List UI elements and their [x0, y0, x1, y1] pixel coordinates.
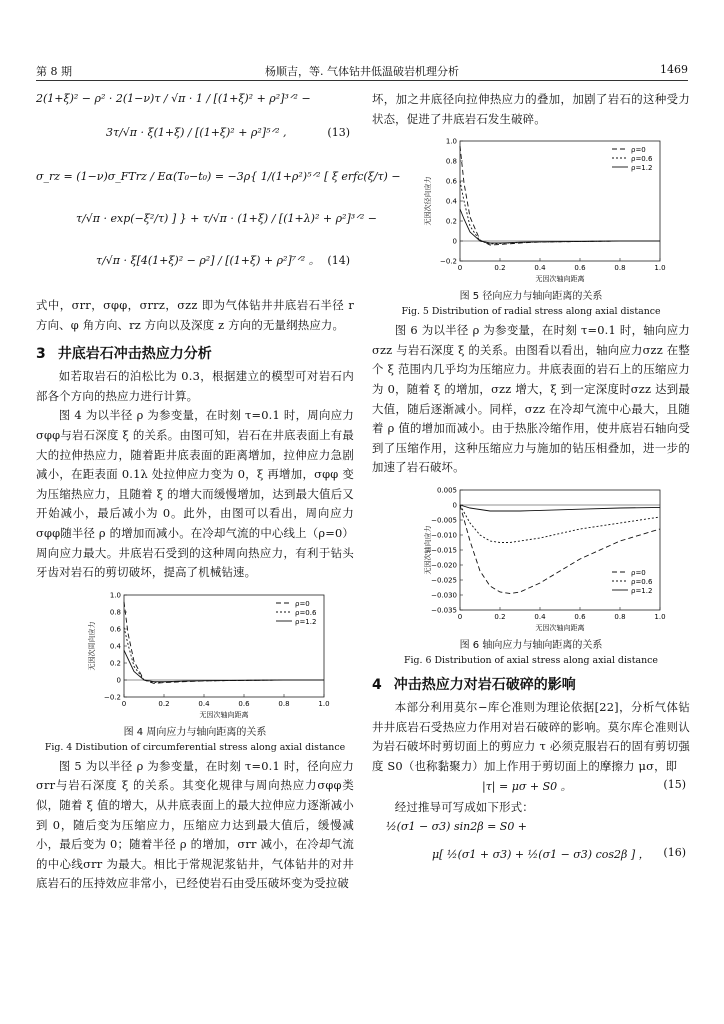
y-tick-label: 0.005 [436, 486, 457, 495]
x-tick-label: 0 [457, 264, 463, 273]
y-axis-label: 无因次周向应力 [88, 621, 96, 671]
series-line-2 [460, 209, 660, 243]
y-tick-label: −0.025 [431, 576, 457, 585]
paragraph-symbol-definitions: 式中，σrr，σφφ，σrrz，σzz 即为气体钻井井底岩石半径 r 方向、φ 角方向、rz 方向以及深度 z 方向的无量纲热应力。 [36, 298, 354, 332]
x-axis-label: 无因次轴向距离 [199, 710, 249, 719]
y-tick-label: 0 [452, 237, 457, 246]
series-line-0 [124, 599, 324, 684]
x-tick-label: 0.4 [534, 264, 546, 273]
formula-13-line-2: 3τ/√π · ξ(1+ξ) / [(1+ξ)² + ρ²]⁵ᐟ² , [106, 126, 287, 139]
paragraph-fig4-analysis: 图 4 为以半径 ρ 为参变量，在时刻 τ=0.1 时，周向应力σφφ与岩石深度 ξ 的关系。由图可知，岩石在井底表面上有最大的拉伸热应力，随着距井底表面的距离增加，拉伸应力急剧减小，在距表面 0.1λ 处拉伸应力变为 0，ξ 再增加，σφφ 变为压缩热应力，且随着 ξ 的增大而缓慢增加，达到最大值后又开始减小，最后减小为 0。此外，由图可以看出，周向应力σφφ随半径 ρ 的增加而减小。在冷却气流的中心线上（ρ=0）周向应力最大。井底岩石受到的这种周向热应力，有利于钻头牙齿对岩石的剪切破坏，提高了机械钻速。 [36, 408, 354, 580]
paragraph-mohr-coulomb: 本部分利用莫尔−库仑准则为理论依据[22]，分析气体钻井井底岩石受热应力作用对岩石破碎的影响。莫尔库仑准则认为岩石破坏时剪切面上的剪应力 τ 必须克服岩石的固有剪切强度 S0（也称黏聚力）加上作用于剪切面上的摩擦力 μσ，即 [372, 699, 690, 773]
y-tick-label: −0.020 [431, 561, 457, 570]
section-4-title: 冲击热应力对岩石破碎的影响 [393, 676, 576, 693]
figure-5 [372, 135, 690, 317]
eq-number-14: (14) [327, 254, 350, 267]
x-tick-label: 0.6 [238, 699, 250, 708]
x-tick-label: 0.8 [614, 612, 626, 621]
section-3-heading [36, 343, 354, 363]
x-axis-label: 无因次轴向距离 [535, 623, 585, 632]
y-tick-label: −0.030 [431, 591, 457, 600]
y-tick-label: −0.035 [431, 606, 457, 615]
equation-16-line-2 [372, 842, 690, 868]
x-tick-label: 0.2 [494, 264, 506, 273]
equation-15-expr: |τ| = μσ + S0 。 [482, 780, 572, 794]
y-tick-label: 0.8 [445, 157, 457, 166]
y-tick-label: 0.8 [109, 608, 121, 617]
y-tick-label: 1.0 [109, 591, 121, 600]
y-tick-label: −0.015 [431, 546, 457, 555]
x-tick-label: 1.0 [654, 264, 666, 273]
legend-label-1: ρ=0.6 [295, 608, 317, 617]
paragraph-fig6-analysis: 图 6 为以半径 ρ 为参变量，在时刻 τ=0.1 时，轴向应力σzz 与岩石深度 ξ 的关系。由图看以看出，轴向应力σzz 在整个 ξ 范围内几乎均为压缩应力。井底表面的岩石上的压缩应力为 0，随着 ξ 的增加，σzz 增大，ξ 到一定深度时σzz 达到最大值，随后逐渐减小。同样，σzz 在冷却气流中心最大，且随着 ρ 值的增加而减小。由于热胀冷缩作用，使井底岩石轴向受到了压缩作用，这种压缩应力与施加的钻压相叠加，进一步的加速了岩石破坏。 [372, 323, 690, 475]
y-tick-label: 0.6 [109, 625, 121, 634]
figure-5-caption-en: Fig. 5 Distribution of radial stress along axial distance [401, 306, 661, 318]
page-number: 1469 [660, 63, 688, 76]
x-tick-label: 0.8 [614, 264, 626, 273]
paragraph-fig5-analysis: 图 5 为以半径 ρ 为参变量，在时刻 τ=0.1 时，径向应力σrr与岩石深度 ξ 的关系。其变化规律与周向热应力σφφ类似，随着 ξ 值的增大，从井底表面上的最大拉伸应力逐渐减小到 0，随后变为压缩应力，压缩应力达到最大值后，缓慢减小，最后变为 0；随着半径 ρ 的增加，σrr 减小，在冷却气流的中心线σrr 为最大。相比于常规泥浆钻井，气体钻井的对井底岩石的压持效应非常小，已经使岩石由受压破坏变为受拉破 [36, 758, 354, 891]
right-column [372, 90, 690, 1004]
x-tick-label: 0.2 [494, 612, 506, 621]
y-tick-label: 0.2 [109, 659, 121, 668]
y-tick-label: 0 [452, 501, 457, 510]
series-line-0 [460, 146, 660, 245]
x-tick-label: 0.6 [574, 612, 586, 621]
figure-4-chart [36, 589, 354, 721]
legend-label-1: ρ=0.6 [631, 577, 653, 586]
x-tick-label: 1.0 [654, 612, 666, 621]
series-line-0 [460, 505, 660, 594]
series-line-1 [460, 181, 660, 244]
x-tick-label: 0.4 [198, 699, 210, 708]
figure-5-caption-cn: 图 5 径向应力与轴向距离的关系 [459, 291, 603, 303]
y-tick-label: 1.0 [445, 137, 457, 146]
y-axis-label: 无因次径向应力 [424, 176, 432, 226]
running-header [36, 62, 688, 81]
series-line-1 [124, 627, 324, 682]
figure-6-chart [372, 484, 690, 634]
y-tick-label: 0 [116, 676, 121, 685]
legend-label-1: ρ=0.6 [631, 155, 653, 164]
formula-14-line-1: σ_rz = (1−ν)σ_FTrz / Eα(T₀−t₀) = −3ρ{ 1/(1+ρ²)⁵ᐟ² [ ξ erfc(ξ/τ) − [36, 170, 401, 183]
paragraph-poisson: 如若取岩石的泊松比为 0.3，根据建立的模型可对岩石内部各个方向的热应力进行计算。 [36, 369, 354, 403]
figure-4 [36, 589, 354, 753]
formula-13-14 [36, 90, 401, 290]
legend-label-2: ρ=1.2 [631, 164, 653, 173]
section-4-heading [372, 674, 690, 694]
eq-number-15: (15) [663, 778, 686, 792]
equation-15 [372, 776, 690, 798]
legend-label-2: ρ=1.2 [631, 586, 653, 595]
figure-5-chart [372, 135, 690, 285]
header-title: 杨顺吉，等. 气体钻井低温破岩机理分析 [265, 65, 459, 78]
eq-number-16: (16) [663, 845, 686, 859]
y-tick-label: 0.4 [109, 642, 121, 651]
x-tick-label: 0.6 [574, 264, 586, 273]
y-tick-label: −0.010 [431, 531, 457, 540]
figure-6-caption-en: Fig. 6 Distribution of axial stress along axial distance [404, 654, 658, 666]
paragraph-derivation: 经过推导可写成如下形式： [394, 800, 534, 815]
formula-14-line-3: τ/√π · ξ[4(1+ξ)² − ρ²] / [(1+ξ) + ρ²]⁷ᐟ² 。 [96, 254, 320, 267]
formula-13-line-1: 2(1+ξ)² − ρ² · 2(1−ν)τ / √π · 1 / [(1+ξ)² + ρ²]³ᐟ² − [36, 92, 311, 105]
paragraph-continued: 坏，加之井底径向拉伸热应力的叠加，加剧了岩石的这种受力状态，促进了井底岩石发生破碎。 [372, 92, 690, 126]
section-3-title: 井底岩石冲击热应力分析 [57, 346, 212, 363]
y-tick-label: −0.005 [431, 516, 457, 525]
figure-6 [372, 484, 690, 666]
x-axis-label: 无因次轴向距离 [535, 275, 585, 284]
legend-label-0: ρ=0 [631, 146, 646, 155]
y-tick-label: −0.2 [440, 257, 457, 266]
series-line-2 [124, 650, 324, 681]
formula-14-line-2: τ/√π · exp(−ξ²/τ) ] } + τ/√π · (1+ξ) / [(1+λ)² + ρ²]³ᐟ² − [76, 212, 377, 225]
section-4-number: 4 [372, 676, 382, 693]
legend-label-0: ρ=0 [631, 568, 646, 577]
y-axis-label: 无因次轴向应力 [424, 525, 432, 575]
figure-6-caption-cn: 图 6 轴向应力与轴向距离的关系 [459, 639, 603, 651]
equation-16-line-1 [372, 818, 690, 842]
x-tick-label: 0.8 [278, 699, 290, 708]
y-tick-label: 0.2 [445, 217, 457, 226]
legend-label-0: ρ=0 [295, 599, 310, 608]
x-tick-label: 0 [457, 612, 463, 621]
equation-16-expr-1: ½(σ1 − σ3) sin2β = S0 + [386, 819, 528, 833]
legend-label-2: ρ=1.2 [295, 617, 317, 626]
y-tick-label: 0.4 [445, 197, 457, 206]
eq-number-13: (13) [327, 126, 350, 139]
left-column [36, 90, 401, 1004]
section-3-number: 3 [36, 346, 46, 363]
equation-16-expr-2: μ[ ½(σ1 + σ3) + ½(σ1 − σ3) cos2β ] ， [432, 847, 650, 861]
figure-4-caption-en: Fig. 4 Distibution of circumferential stress along axial distance [44, 741, 346, 753]
y-tick-label: −0.2 [104, 693, 121, 702]
x-tick-label: 0.4 [534, 612, 546, 621]
figure-4-caption-cn: 图 4 周向应力与轴向距离的关系 [123, 726, 267, 738]
series-line-2 [460, 505, 660, 511]
issue-number: 第 8 期 [36, 65, 72, 78]
x-tick-label: 1.0 [318, 699, 330, 708]
y-tick-label: 0.6 [445, 177, 457, 186]
x-tick-label: 0 [121, 699, 127, 708]
x-tick-label: 0.2 [158, 699, 170, 708]
